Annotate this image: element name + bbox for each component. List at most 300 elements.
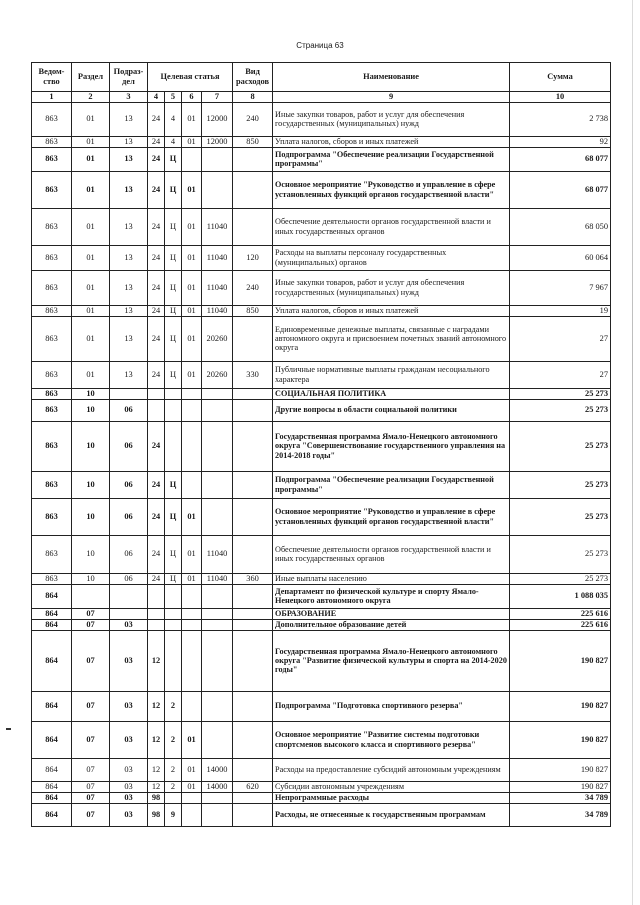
cell-naimenovanie: СОЦИАЛЬНАЯ ПОЛИТИКА	[273, 388, 510, 399]
cell-celevaya-4	[202, 399, 233, 421]
table-row	[32, 573, 611, 584]
table-row	[32, 361, 611, 388]
cell-naimenovanie: Уплата налогов, сборов и иных платежей	[273, 305, 510, 316]
cell-summa: 25 273	[510, 498, 611, 535]
cell-celevaya-2: Ц	[165, 208, 182, 245]
cell-podrazdel: 13	[110, 147, 148, 171]
cell-celevaya-1: 12	[148, 721, 165, 758]
cell-celevaya-3: 01	[182, 573, 202, 584]
cell-podrazdel: 06	[110, 573, 148, 584]
cell-vedomstvo: 864	[32, 630, 72, 691]
header-podrazdel: Подраз-дел	[110, 63, 148, 92]
cell-celevaya-2: Ц	[165, 535, 182, 573]
cell-celevaya-3: 01	[182, 361, 202, 388]
cell-celevaya-4	[202, 630, 233, 691]
cell-celevaya-1: 12	[148, 781, 165, 792]
cell-naimenovanie: Субсидии автономным учреждениям	[273, 781, 510, 792]
cell-razdel: 07	[72, 792, 110, 803]
cell-celevaya-3	[182, 584, 202, 608]
cell-celevaya-2	[165, 792, 182, 803]
cell-celevaya-1: 24	[148, 208, 165, 245]
cell-naimenovanie: Обеспечение деятельности органов государственной власти и иных государственных органов	[273, 208, 510, 245]
cell-naimenovanie: Единовременные денежные выплаты, связанные с наградами автономного округа и присвоением почетных званий автономного округа	[273, 316, 510, 361]
cell-celevaya-2: Ц	[165, 305, 182, 316]
column-number: 3	[110, 92, 148, 103]
cell-celevaya-4	[202, 619, 233, 630]
cell-vid-rashodov	[233, 619, 273, 630]
cell-summa: 68 077	[510, 171, 611, 208]
cell-naimenovanie: Основное мероприятие "Развитие системы подготовки спортсменов высокого класса и спортивного резерва"	[273, 721, 510, 758]
cell-razdel: 07	[72, 619, 110, 630]
cell-celevaya-3	[182, 630, 202, 691]
cell-celevaya-1: 24	[148, 102, 165, 136]
cell-podrazdel: 03	[110, 721, 148, 758]
cell-celevaya-4: 11040	[202, 245, 233, 270]
budget-table	[31, 62, 611, 827]
cell-vedomstvo: 863	[32, 421, 72, 471]
cell-celevaya-1	[148, 399, 165, 421]
column-number: 2	[72, 92, 110, 103]
cell-celevaya-3: 01	[182, 305, 202, 316]
cell-podrazdel: 13	[110, 102, 148, 136]
table-row	[32, 171, 611, 208]
cell-naimenovanie: Уплата налогов, сборов и иных платежей	[273, 136, 510, 147]
cell-celevaya-3	[182, 399, 202, 421]
cell-razdel: 10	[72, 471, 110, 498]
scan-edge	[632, 0, 633, 905]
cell-summa: 92	[510, 136, 611, 147]
cell-celevaya-3	[182, 803, 202, 826]
cell-naimenovanie: Основное мероприятие "Руководство и управление в сфере установленных функций органов государственной власти"	[273, 171, 510, 208]
cell-vid-rashodov	[233, 535, 273, 573]
cell-celevaya-1: 24	[148, 421, 165, 471]
cell-summa: 25 273	[510, 471, 611, 498]
cell-celevaya-3: 01	[182, 758, 202, 781]
cell-celevaya-4	[202, 498, 233, 535]
cell-vedomstvo: 863	[32, 270, 72, 305]
cell-celevaya-4: 14000	[202, 758, 233, 781]
cell-vid-rashodov	[233, 630, 273, 691]
cell-naimenovanie: Иные выплаты населению	[273, 573, 510, 584]
cell-celevaya-3: 01	[182, 316, 202, 361]
cell-vedomstvo: 863	[32, 305, 72, 316]
cell-razdel: 10	[72, 535, 110, 573]
cell-vedomstvo: 864	[32, 584, 72, 608]
cell-celevaya-4: 11040	[202, 535, 233, 573]
cell-vedomstvo: 864	[32, 721, 72, 758]
cell-summa: 2 738	[510, 102, 611, 136]
cell-vid-rashodov	[233, 608, 273, 619]
cell-celevaya-1	[148, 388, 165, 399]
cell-celevaya-2: Ц	[165, 147, 182, 171]
cell-podrazdel: 13	[110, 361, 148, 388]
cell-celevaya-1	[148, 608, 165, 619]
cell-naimenovanie: Иные закупки товаров, работ и услуг для обеспечения государственных (муниципальных) нужд	[273, 270, 510, 305]
cell-vid-rashodov	[233, 803, 273, 826]
header-razdel: Раздел	[72, 63, 110, 92]
cell-celevaya-2: 2	[165, 691, 182, 721]
cell-celevaya-2	[165, 630, 182, 691]
cell-celevaya-2	[165, 399, 182, 421]
table-row	[32, 691, 611, 721]
table-row	[32, 619, 611, 630]
cell-vid-rashodov: 240	[233, 102, 273, 136]
cell-summa: 60 064	[510, 245, 611, 270]
cell-naimenovanie: ОБРАЗОВАНИЕ	[273, 608, 510, 619]
table-row	[32, 270, 611, 305]
cell-celevaya-1: 24	[148, 535, 165, 573]
cell-celevaya-2: Ц	[165, 316, 182, 361]
cell-celevaya-2	[165, 584, 182, 608]
header-naimenovanie: Наименование	[273, 63, 510, 92]
cell-razdel: 01	[72, 147, 110, 171]
header-summa: Сумма	[510, 63, 611, 92]
column-number: 1	[32, 92, 72, 103]
column-number: 8	[233, 92, 273, 103]
cell-celevaya-1: 24	[148, 136, 165, 147]
cell-vid-rashodov: 850	[233, 136, 273, 147]
cell-naimenovanie: Подпрограмма "Обеспечение реализации Государственной программы"	[273, 471, 510, 498]
cell-vid-rashodov	[233, 471, 273, 498]
cell-summa: 19	[510, 305, 611, 316]
column-number: 10	[510, 92, 611, 103]
header-vid-rashodov: Вид расходов	[233, 63, 273, 92]
cell-vedomstvo: 864	[32, 803, 72, 826]
cell-celevaya-2: 9	[165, 803, 182, 826]
table-row	[32, 471, 611, 498]
cell-razdel: 01	[72, 270, 110, 305]
cell-razdel: 10	[72, 498, 110, 535]
cell-summa: 190 827	[510, 691, 611, 721]
cell-vedomstvo: 864	[32, 758, 72, 781]
cell-celevaya-4: 11040	[202, 305, 233, 316]
cell-celevaya-2: 2	[165, 781, 182, 792]
table-row	[32, 136, 611, 147]
cell-podrazdel: 03	[110, 758, 148, 781]
cell-razdel: 07	[72, 803, 110, 826]
cell-razdel: 07	[72, 721, 110, 758]
table-row	[32, 102, 611, 136]
scan-mark	[6, 728, 11, 730]
cell-celevaya-2: 4	[165, 102, 182, 136]
cell-celevaya-4: 11040	[202, 208, 233, 245]
cell-razdel: 01	[72, 136, 110, 147]
cell-celevaya-3	[182, 792, 202, 803]
table-row	[32, 584, 611, 608]
cell-podrazdel: 03	[110, 630, 148, 691]
cell-celevaya-4	[202, 421, 233, 471]
cell-naimenovanie: Расходы на предоставление субсидий автономным учреждениям	[273, 758, 510, 781]
cell-celevaya-2	[165, 421, 182, 471]
cell-celevaya-4	[202, 584, 233, 608]
cell-razdel: 07	[72, 608, 110, 619]
cell-celevaya-3: 01	[182, 270, 202, 305]
cell-razdel: 10	[72, 573, 110, 584]
cell-razdel: 10	[72, 421, 110, 471]
cell-razdel: 01	[72, 208, 110, 245]
cell-vid-rashodov	[233, 498, 273, 535]
column-number: 4	[148, 92, 165, 103]
cell-podrazdel: 06	[110, 399, 148, 421]
cell-vid-rashodov: 330	[233, 361, 273, 388]
table-row	[32, 758, 611, 781]
cell-vedomstvo: 863	[32, 171, 72, 208]
cell-celevaya-2: 2	[165, 721, 182, 758]
cell-celevaya-2	[165, 608, 182, 619]
table-row	[32, 421, 611, 471]
cell-vedomstvo: 863	[32, 208, 72, 245]
cell-celevaya-3: 01	[182, 102, 202, 136]
cell-podrazdel	[110, 608, 148, 619]
cell-vedomstvo: 863	[32, 399, 72, 421]
cell-celevaya-4	[202, 608, 233, 619]
cell-podrazdel	[110, 388, 148, 399]
cell-razdel: 01	[72, 305, 110, 316]
cell-summa: 190 827	[510, 721, 611, 758]
cell-vid-rashodov	[233, 399, 273, 421]
cell-summa: 34 789	[510, 803, 611, 826]
cell-vid-rashodov	[233, 421, 273, 471]
cell-celevaya-1: 24	[148, 147, 165, 171]
header-vedomstvo: Ведом-ство	[32, 63, 72, 92]
cell-razdel	[72, 584, 110, 608]
cell-celevaya-2: Ц	[165, 171, 182, 208]
cell-vedomstvo: 863	[32, 361, 72, 388]
cell-celevaya-2: Ц	[165, 361, 182, 388]
cell-celevaya-1: 12	[148, 630, 165, 691]
column-number: 6	[182, 92, 202, 103]
cell-razdel: 10	[72, 388, 110, 399]
cell-vid-rashodov	[233, 691, 273, 721]
cell-naimenovanie: Государственная программа Ямало-Ненецкого автономного округа "Совершенствование государственного управления на 2014-2018 годы"	[273, 421, 510, 471]
cell-podrazdel: 03	[110, 691, 148, 721]
cell-celevaya-4: 12000	[202, 102, 233, 136]
cell-summa: 25 273	[510, 399, 611, 421]
cell-naimenovanie: Дополнительное образование детей	[273, 619, 510, 630]
cell-vid-rashodov: 620	[233, 781, 273, 792]
cell-razdel: 01	[72, 361, 110, 388]
cell-celevaya-2: 2	[165, 758, 182, 781]
cell-razdel: 07	[72, 691, 110, 721]
cell-podrazdel: 06	[110, 421, 148, 471]
cell-vid-rashodov	[233, 147, 273, 171]
cell-celevaya-2: 4	[165, 136, 182, 147]
cell-celevaya-3	[182, 691, 202, 721]
cell-summa: 190 827	[510, 630, 611, 691]
cell-summa: 190 827	[510, 758, 611, 781]
cell-vedomstvo: 863	[32, 316, 72, 361]
cell-vedomstvo: 863	[32, 498, 72, 535]
cell-celevaya-1: 24	[148, 471, 165, 498]
column-number-row	[32, 92, 611, 103]
cell-summa: 27	[510, 361, 611, 388]
cell-celevaya-4	[202, 171, 233, 208]
cell-razdel: 07	[72, 630, 110, 691]
table-row	[32, 630, 611, 691]
cell-razdel: 01	[72, 171, 110, 208]
cell-naimenovanie: Другие вопросы в области социальной политики	[273, 399, 510, 421]
cell-celevaya-1: 24	[148, 573, 165, 584]
cell-celevaya-3	[182, 388, 202, 399]
cell-celevaya-3	[182, 147, 202, 171]
table-row	[32, 792, 611, 803]
cell-summa: 225 616	[510, 619, 611, 630]
cell-naimenovanie: Расходы на выплаты персоналу государственных (муниципальных) органов	[273, 245, 510, 270]
cell-podrazdel: 13	[110, 208, 148, 245]
table-row	[32, 803, 611, 826]
cell-celevaya-4: 11040	[202, 573, 233, 584]
cell-podrazdel: 03	[110, 619, 148, 630]
cell-celevaya-1: 24	[148, 316, 165, 361]
cell-podrazdel: 13	[110, 171, 148, 208]
cell-celevaya-4	[202, 388, 233, 399]
cell-summa: 225 616	[510, 608, 611, 619]
cell-razdel: 01	[72, 316, 110, 361]
cell-podrazdel: 13	[110, 305, 148, 316]
cell-razdel: 07	[72, 781, 110, 792]
cell-vid-rashodov	[233, 758, 273, 781]
cell-naimenovanie: Подпрограмма "Обеспечение реализации Государственной программы"	[273, 147, 510, 171]
cell-podrazdel	[110, 584, 148, 608]
table-row	[32, 399, 611, 421]
cell-vedomstvo: 863	[32, 573, 72, 584]
cell-naimenovanie: Расходы, не отнесенные к государственным программам	[273, 803, 510, 826]
header-celevaya-statya: Целевая статья	[148, 63, 233, 92]
cell-podrazdel: 13	[110, 316, 148, 361]
cell-vedomstvo: 863	[32, 245, 72, 270]
cell-celevaya-4: 20260	[202, 361, 233, 388]
cell-naimenovanie: Непрограммные расходы	[273, 792, 510, 803]
cell-podrazdel: 03	[110, 781, 148, 792]
cell-vid-rashodov	[233, 208, 273, 245]
cell-summa: 27	[510, 316, 611, 361]
cell-podrazdel: 06	[110, 535, 148, 573]
table-row	[32, 498, 611, 535]
cell-celevaya-2: Ц	[165, 245, 182, 270]
cell-celevaya-4: 20260	[202, 316, 233, 361]
table-row	[32, 208, 611, 245]
cell-vedomstvo: 863	[32, 535, 72, 573]
cell-celevaya-3: 01	[182, 498, 202, 535]
cell-vid-rashodov: 850	[233, 305, 273, 316]
cell-celevaya-4	[202, 691, 233, 721]
cell-celevaya-4	[202, 471, 233, 498]
column-number: 9	[273, 92, 510, 103]
cell-summa: 1 088 035	[510, 584, 611, 608]
cell-celevaya-1: 24	[148, 270, 165, 305]
column-number: 7	[202, 92, 233, 103]
cell-celevaya-3	[182, 608, 202, 619]
table-row	[32, 721, 611, 758]
cell-celevaya-4: 11040	[202, 270, 233, 305]
cell-naimenovanie: Публичные нормативные выплаты гражданам несоциального характера	[273, 361, 510, 388]
cell-celevaya-3: 01	[182, 721, 202, 758]
cell-celevaya-1: 24	[148, 498, 165, 535]
cell-celevaya-1: 24	[148, 245, 165, 270]
cell-vedomstvo: 864	[32, 781, 72, 792]
table-row	[32, 305, 611, 316]
cell-celevaya-1	[148, 584, 165, 608]
cell-vedomstvo: 864	[32, 691, 72, 721]
cell-razdel: 01	[72, 245, 110, 270]
table-row	[32, 781, 611, 792]
cell-vid-rashodov: 240	[233, 270, 273, 305]
cell-podrazdel: 13	[110, 245, 148, 270]
cell-vedomstvo: 863	[32, 471, 72, 498]
cell-podrazdel: 13	[110, 270, 148, 305]
cell-naimenovanie: Государственная программа Ямало-Ненецкого автономного округа "Развитие физической культуры и спорта на 2014-2020 годы"	[273, 630, 510, 691]
cell-naimenovanie: Иные закупки товаров, работ и услуг для обеспечения государственных (муниципальных) нужд	[273, 102, 510, 136]
cell-celevaya-3: 01	[182, 171, 202, 208]
cell-celevaya-4	[202, 721, 233, 758]
table-row	[32, 388, 611, 399]
cell-summa: 25 273	[510, 535, 611, 573]
cell-celevaya-1: 98	[148, 803, 165, 826]
cell-celevaya-3	[182, 619, 202, 630]
cell-celevaya-2	[165, 619, 182, 630]
cell-celevaya-2: Ц	[165, 573, 182, 584]
cell-celevaya-3: 01	[182, 136, 202, 147]
cell-celevaya-2	[165, 388, 182, 399]
cell-podrazdel: 13	[110, 136, 148, 147]
cell-naimenovanie: Основное мероприятие "Руководство и управление в сфере установленных функций органов государственной власти"	[273, 498, 510, 535]
table-header-row	[32, 63, 611, 92]
cell-celevaya-4	[202, 792, 233, 803]
cell-celevaya-1: 12	[148, 758, 165, 781]
cell-celevaya-1: 12	[148, 691, 165, 721]
cell-vid-rashodov: 120	[233, 245, 273, 270]
cell-celevaya-3: 01	[182, 245, 202, 270]
table-row	[32, 245, 611, 270]
cell-summa: 68 077	[510, 147, 611, 171]
cell-celevaya-1: 24	[148, 305, 165, 316]
cell-razdel: 07	[72, 758, 110, 781]
column-number: 5	[165, 92, 182, 103]
cell-vedomstvo: 863	[32, 102, 72, 136]
cell-celevaya-2: Ц	[165, 498, 182, 535]
cell-vid-rashodov	[233, 171, 273, 208]
table-row	[32, 608, 611, 619]
cell-podrazdel: 06	[110, 498, 148, 535]
cell-vedomstvo: 863	[32, 136, 72, 147]
cell-summa: 190 827	[510, 781, 611, 792]
cell-vid-rashodov: 360	[233, 573, 273, 584]
cell-naimenovanie: Обеспечение деятельности органов государственной власти и иных государственных органов	[273, 535, 510, 573]
cell-summa: 7 967	[510, 270, 611, 305]
cell-celevaya-4	[202, 803, 233, 826]
cell-podrazdel: 06	[110, 471, 148, 498]
cell-vid-rashodov	[233, 316, 273, 361]
cell-vedomstvo: 864	[32, 792, 72, 803]
cell-celevaya-1: 24	[148, 171, 165, 208]
table-row	[32, 147, 611, 171]
table-row	[32, 316, 611, 361]
cell-naimenovanie: Подпрограмма "Подготовка спортивного резерва"	[273, 691, 510, 721]
cell-celevaya-2: Ц	[165, 270, 182, 305]
cell-celevaya-1: 98	[148, 792, 165, 803]
cell-celevaya-4	[202, 147, 233, 171]
cell-celevaya-4: 12000	[202, 136, 233, 147]
cell-vedomstvo: 864	[32, 619, 72, 630]
cell-podrazdel: 03	[110, 792, 148, 803]
cell-vid-rashodov	[233, 792, 273, 803]
cell-razdel: 10	[72, 399, 110, 421]
cell-vid-rashodov	[233, 584, 273, 608]
cell-summa: 34 789	[510, 792, 611, 803]
cell-summa: 25 273	[510, 573, 611, 584]
cell-vedomstvo: 864	[32, 608, 72, 619]
cell-summa: 25 273	[510, 421, 611, 471]
